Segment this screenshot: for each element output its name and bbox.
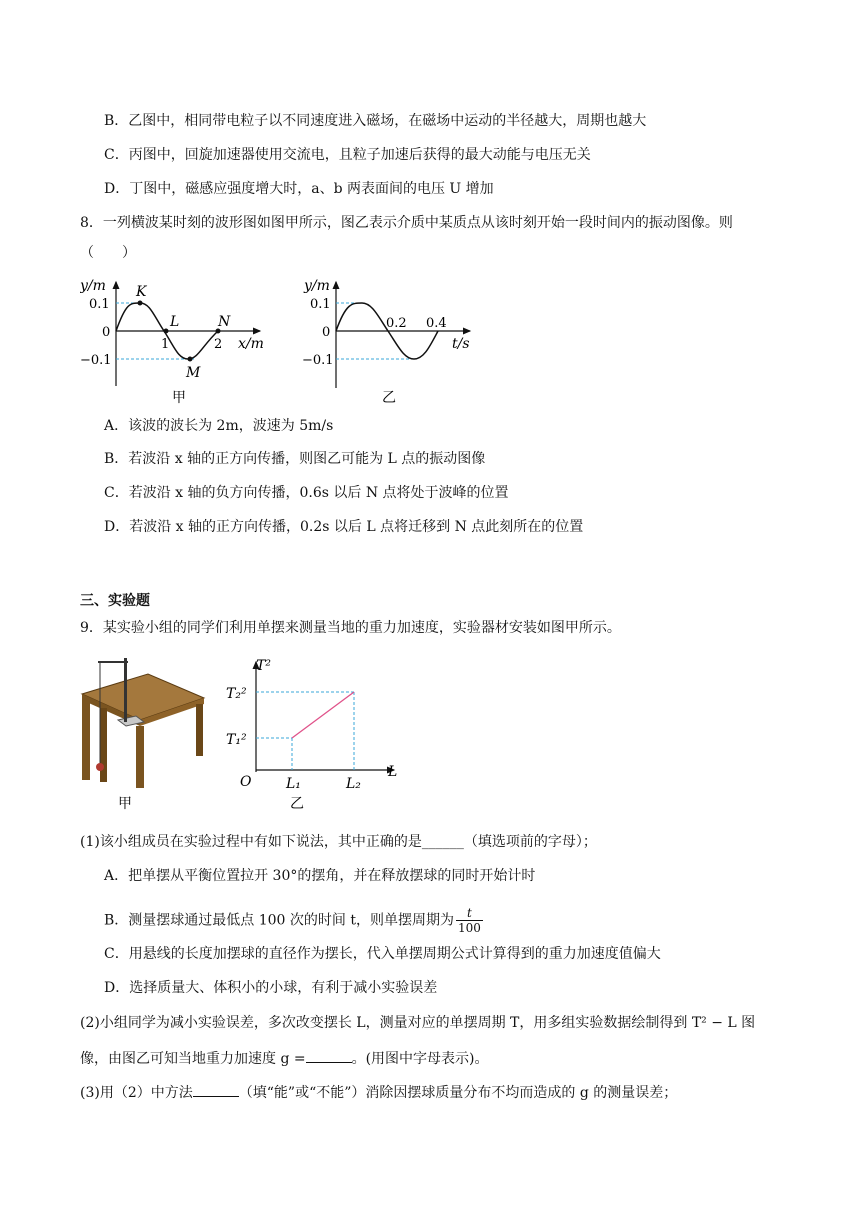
q7-option-b: B．乙图中，相同带电粒子以不同速度进入磁场，在磁场中运动的半径越大，周期也越大 xyxy=(104,113,647,129)
q8-option-b: B．若波沿 x 轴的正方向传播，则图乙可能为 L 点的振动图像 xyxy=(104,451,486,467)
fraction-denominator: 100 xyxy=(458,921,481,935)
caption-jia: 甲 xyxy=(118,796,132,812)
fraction-numerator: t xyxy=(456,906,483,921)
tick-t-02: 0.2 xyxy=(386,316,407,331)
t2-l-graph xyxy=(226,656,406,812)
label-k: K xyxy=(136,284,147,300)
period-fraction xyxy=(456,906,483,935)
tick-y-bottom: −0.1 xyxy=(80,353,112,368)
table-leg xyxy=(82,700,90,780)
tick-y-top: 0.1 xyxy=(89,297,110,312)
q7-option-c: C．丙图中，回旋加速器使用交流电，且粒子加速后获得的最大动能与电压无关 xyxy=(104,147,591,163)
tick-y-bottom: −0.1 xyxy=(302,353,334,368)
tick-y-top: 0.1 xyxy=(310,297,331,312)
tick-x-1: 1 xyxy=(161,337,170,352)
caption-jia: 甲 xyxy=(172,390,186,406)
q9-option-d: D．选择质量大、体积小的小球，有利于减小实验误差 xyxy=(104,980,438,996)
q8-answer-bracket: （ ） xyxy=(80,245,136,261)
x-axis-label: L xyxy=(388,764,398,780)
answer-blank-g[interactable] xyxy=(306,1048,352,1063)
origin-label: 0 xyxy=(322,325,331,340)
point-k xyxy=(138,301,143,306)
q9-part3-suffix: （填“能”或“不能”）消除因摆球质量分布不均而造成的 g 的测量误差； xyxy=(238,1085,678,1101)
q9-option-b-text: B．测量摆球通过最低点 100 次的时间 t，则单摆周期为 xyxy=(104,912,454,929)
y-axis-label: T² xyxy=(256,658,271,674)
q9-part2-suffix: 。(用图中字母表示)。 xyxy=(351,1051,489,1067)
stand-rod xyxy=(124,658,127,722)
origin-label: 0 xyxy=(102,325,111,340)
q9-option-a: A．把单摆从平衡位置拉开 30°的摆角，并在释放摆球的同时开始计时 xyxy=(104,868,536,884)
tick-l1: L₁ xyxy=(286,776,301,792)
table-leg xyxy=(196,704,203,756)
q9-part2-line2 xyxy=(80,1048,489,1069)
data-line xyxy=(292,692,354,738)
q8-stem: 8．一列横波某时刻的波形图如图甲所示，图乙表示介质中某质点从该时刻开始一段时间内的振动图像。则 xyxy=(80,215,733,231)
q9-option-c: C．用悬线的长度加摆球的直径作为摆长，代入单摆周期公式计算得到的重力加速度值偏大 xyxy=(104,946,661,962)
pendulum-apparatus-figure xyxy=(78,654,208,814)
pendulum-bob xyxy=(96,763,104,771)
wave-figure-jia xyxy=(80,276,280,406)
caption-yi: 乙 xyxy=(290,796,304,812)
q7-option-d: D．丁图中，磁感应强度增大时，a、b 两表面间的电压 U 增加 xyxy=(104,181,494,197)
tick-l2: L₂ xyxy=(346,776,361,792)
label-l: L xyxy=(170,314,180,330)
q9-option-b xyxy=(104,906,485,935)
table-leg xyxy=(136,726,144,788)
table-leg xyxy=(100,708,107,782)
q8-option-d: D．若波沿 x 轴的正方向传播，0.2s 以后 L 点将迁移到 N 点此刻所在的位置 xyxy=(104,519,584,535)
q9-stem: 9．某实验小组的同学们利用单摆来测量当地的重力加速度，实验器材安装如图甲所示。 xyxy=(80,620,621,636)
q9-part1: (1)该小组成员在实验过程中有如下说法，其中正确的是______（填选项前的字母）； xyxy=(80,834,597,850)
caption-yi: 乙 xyxy=(382,390,396,406)
label-m: M xyxy=(186,365,201,381)
tick-t-04: 0.4 xyxy=(426,316,447,331)
y-axis-label: y/m xyxy=(80,278,106,294)
t-axis-label: t/s xyxy=(452,336,470,352)
q9-part2-text: 像，由图乙可知当地重力加速度 g = xyxy=(80,1051,306,1067)
q9-part2-line1: (2)小组同学为减小实验误差，多次改变摆长 L，测量对应的单摆周期 T，用多组实验数据绘制得到 T² − L 图 xyxy=(80,1015,756,1031)
q8-option-a: A．该波的波长为 2m，波速为 5m/s xyxy=(104,418,334,434)
q9-part3-text: (3)用（2）中方法 xyxy=(80,1085,193,1101)
tick-t1: T₁² xyxy=(226,732,247,748)
x-axis-label: x/m xyxy=(238,336,264,352)
answer-blank-can[interactable] xyxy=(193,1082,239,1097)
point-m xyxy=(188,357,193,362)
q9-part3 xyxy=(80,1082,677,1103)
vibration-figure-yi xyxy=(302,276,482,406)
label-n: N xyxy=(218,314,231,330)
section-heading: 三、实验题 xyxy=(80,593,150,609)
point-l xyxy=(164,329,169,334)
tick-x-2: 2 xyxy=(214,337,223,352)
y-axis-label: y/m xyxy=(304,278,330,294)
q8-option-c: C．若波沿 x 轴的负方向传播，0.6s 以后 N 点将处于波峰的位置 xyxy=(104,485,509,501)
origin-label: O xyxy=(240,774,252,790)
tick-t2: T₂² xyxy=(226,686,247,702)
